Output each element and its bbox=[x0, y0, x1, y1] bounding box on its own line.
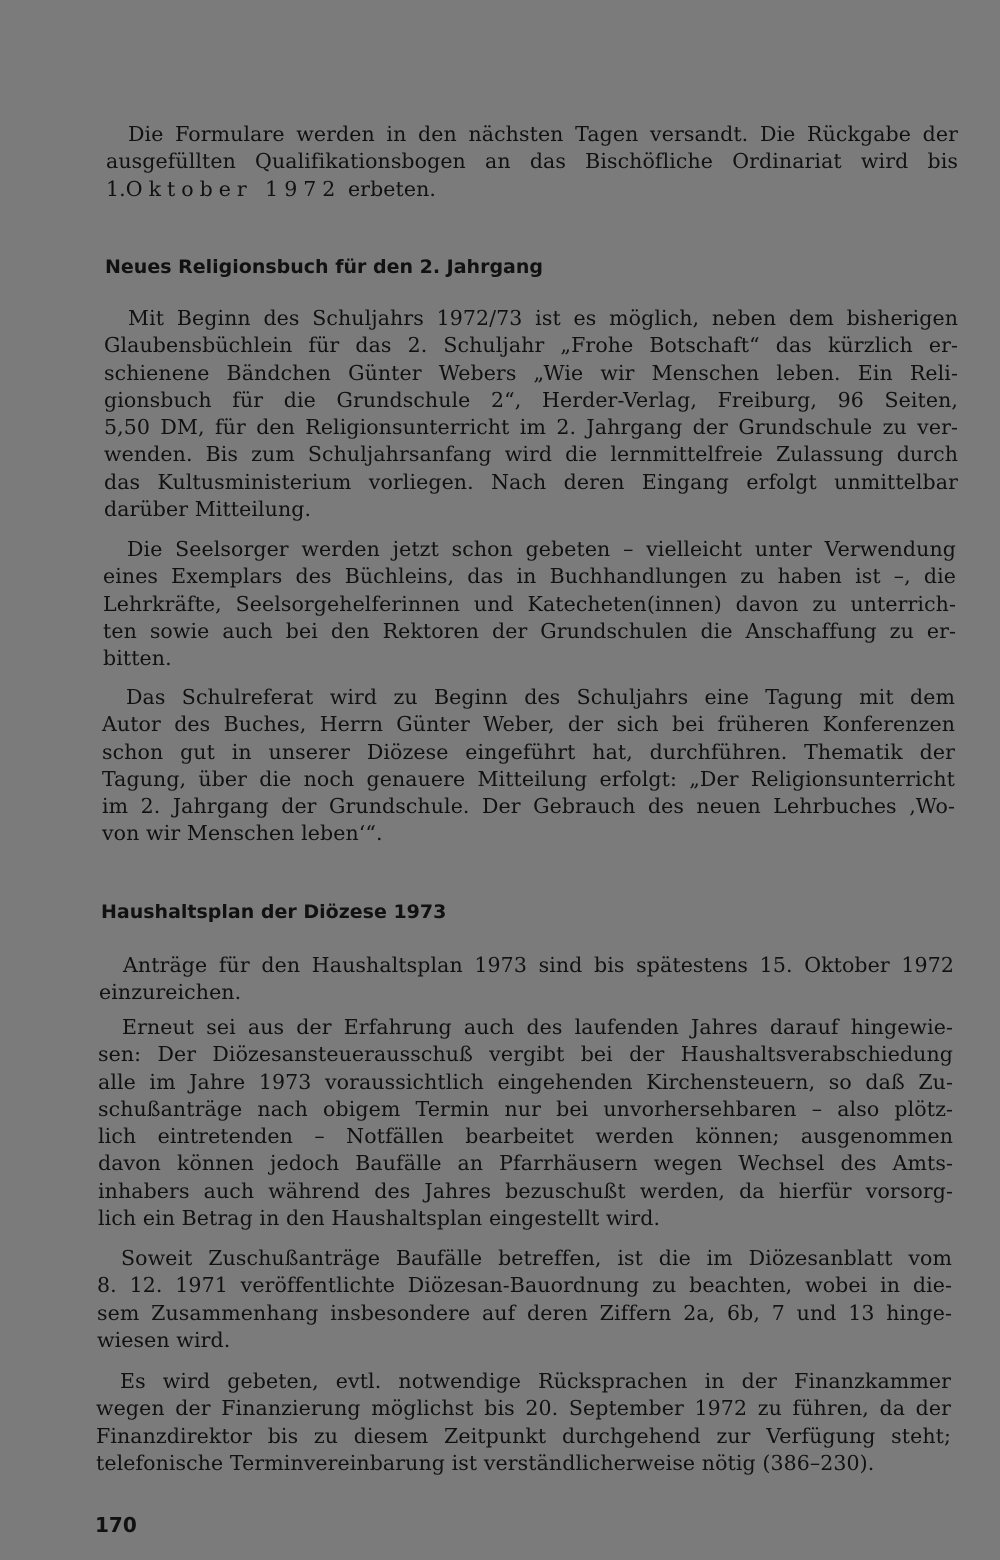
text-line: Anträge für den Haushaltsplan 1973 sind bis spätestens 15. Oktober 1972 bbox=[123, 953, 954, 977]
text-line: Die Seelsorger werden jetzt schon gebeten – vielleicht unter Verwendung bbox=[127, 537, 956, 561]
text-fragment: 1. bbox=[106, 176, 126, 201]
text-line: schienene Bändchen Günter Webers „Wie wir Menschen leben. Ein Reli- bbox=[104, 360, 958, 385]
text-line: Das Schulreferat wird zu Beginn des Schuljahrs eine Tagung mit dem bbox=[126, 685, 955, 709]
text-line: von wir Menschen leben‘“. bbox=[102, 821, 383, 846]
paragraph bbox=[96, 1368, 951, 1477]
text-line: wegen der Finanzierung möglichst bis 20. September 1972 zu führen, da der bbox=[96, 1396, 951, 1421]
text-line: schon gut in unserer Diözese eingeführt hat, durchführen. Thematik der bbox=[102, 739, 955, 764]
text-line: davon können jedoch Baufälle an Pfarrhäusern wegen Wechsel des Amts- bbox=[98, 1151, 953, 1176]
text-line: Glaubensbüchlein für das 2. Schuljahr „Frohe Botschaft“ das kürzlich er- bbox=[104, 333, 958, 358]
text-line: das Kultusministerium vorliegen. Nach deren Eingang erfolgt unmittelbar bbox=[104, 469, 958, 494]
text-line: im 2. Jahrgang der Grundschule. Der Gebrauch des neuen Lehrbuches ‚Wo- bbox=[102, 794, 955, 819]
text-line: eines Exemplars des Büchleins, das in Buchhandlungen zu haben ist –, die bbox=[103, 564, 956, 589]
text-line: Mit Beginn des Schuljahrs 1972/73 ist es möglich, neben dem bisherigen bbox=[128, 306, 958, 330]
text-line: telefonische Terminvereinbarung ist verständlicherweise nötig (386–230). bbox=[96, 1450, 875, 1475]
text-line: schußanträge nach obigem Termin nur bei unvorhersehbaren – also plötz- bbox=[98, 1096, 953, 1121]
text-line bbox=[106, 176, 958, 203]
text-line: lich eintretenden – Notfällen bearbeitet werden können; ausgenommen bbox=[98, 1124, 953, 1149]
text-line: Es wird gebeten, evtl. notwendige Rücksprachen in der Finanzkammer bbox=[120, 1369, 951, 1393]
paragraph bbox=[103, 536, 956, 672]
page-number: 170 bbox=[95, 1513, 137, 1537]
spaced-date: Oktober 1972 bbox=[125, 176, 342, 201]
text-line: Die Formulare werden in den nächsten Tagen versandt. Die Rückgabe der bbox=[128, 122, 958, 146]
text-line: sen: Der Diözesansteuerausschuß vergibt bei der Haushaltsverabschiedung bbox=[98, 1042, 953, 1067]
text-line: gionsbuch für die Grundschule 2“, Herder-Verlag, Freiburg, 96 Seiten, bbox=[104, 387, 958, 412]
text-line: Tagung, über die noch genauere Mitteilung erfolgt: „Der Religionsunterricht bbox=[102, 766, 955, 791]
text-line: alle im Jahre 1973 voraussichtlich eingehenden Kirchensteuern, so daß Zu- bbox=[98, 1069, 953, 1094]
text-line: Soweit Zuschußanträge Baufälle betreffen, ist die im Diözesanblatt vom bbox=[121, 1246, 952, 1270]
text-line: einzureichen. bbox=[99, 980, 242, 1005]
text-line: Lehrkräfte, Seelsorgehelferinnen und Katecheten(innen) davon zu unterrich- bbox=[103, 591, 956, 616]
paragraph bbox=[97, 1245, 952, 1354]
text-fragment: erbeten. bbox=[347, 176, 437, 201]
intro-paragraph bbox=[106, 121, 958, 203]
text-line: ausgefüllten Qualifikationsbogen an das Bischöfliche Ordinariat wird bis bbox=[106, 149, 958, 174]
text-line: inhabers auch während des Jahres bezuschußt werden, da hierfür vorsorg- bbox=[98, 1178, 953, 1203]
text-line: lich ein Betrag in den Haushaltsplan eingestellt wird. bbox=[98, 1206, 661, 1231]
text-line: wenden. Bis zum Schuljahrsanfang wird die lernmittelfreie Zulassung durch bbox=[104, 442, 958, 467]
text-line: Finanzdirektor bis zu diesem Zeitpunkt durchgehend zur Verfügung steht; bbox=[96, 1423, 951, 1448]
paragraph bbox=[104, 305, 958, 523]
text-line: bitten. bbox=[103, 646, 172, 671]
paragraph bbox=[98, 1014, 953, 1232]
text-line: Erneut sei aus der Erfahrung auch des laufenden Jahres darauf hingewie- bbox=[122, 1015, 953, 1039]
text-line: 5,50 DM, für den Religionsunterricht im 2. Jahrgang der Grundschule zu ver- bbox=[104, 415, 958, 440]
text-line: darüber Mitteilung. bbox=[104, 497, 312, 522]
section-heading-haushaltsplan: Haushaltsplan der Diözese 1973 bbox=[101, 901, 447, 923]
text-line: sem Zusammenhang insbesondere auf deren Ziffern 2a, 6b, 7 und 13 hinge- bbox=[97, 1300, 952, 1325]
text-line: 8. 12. 1971 veröffentlichte Diözesan-Bauordnung zu beachten, wobei in die- bbox=[97, 1273, 952, 1298]
section-heading-religionsbuch: Neues Religionsbuch für den 2. Jahrgang bbox=[105, 256, 543, 278]
text-line: Autor des Buches, Herrn Günter Weber, der sich bei früheren Konferenzen bbox=[102, 712, 955, 737]
text-line: ten sowie auch bei den Rektoren der Grundschulen die Anschaffung zu er- bbox=[103, 618, 956, 643]
paragraph bbox=[99, 952, 954, 1007]
text-line: wiesen wird. bbox=[97, 1327, 231, 1352]
paragraph bbox=[102, 684, 955, 848]
